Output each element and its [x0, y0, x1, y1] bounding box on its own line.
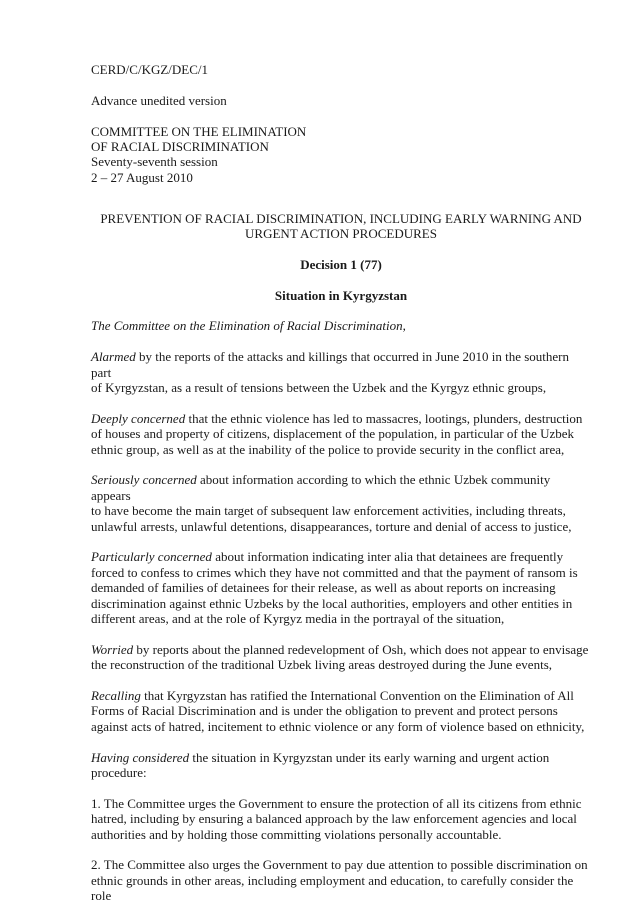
paragraph-lead: Worried: [91, 641, 134, 657]
main-heading-line1: PREVENTION OF RACIAL DISCRIMINATION, INCLUDING EARLY WARNING AND: [100, 210, 582, 226]
decision-title: Decision 1 (77): [300, 256, 382, 272]
paragraph-lead: Recalling: [91, 688, 141, 704]
document-symbol: CERD/C/KGZ/DEC/1: [91, 62, 209, 77]
preamble-paragraph-worried: Worried by reports about the planned redevelopment of Osh, which does not appear to envisage the reconstruction of the traditional Uzbek living areas destroyed during the June events,: [91, 641, 589, 673]
committee-name-line2: OF RACIAL DISCRIMINATION: [91, 139, 269, 154]
session-dates: 2 – 27 August 2010: [91, 169, 193, 185]
subject-title: Situation in Kyrgyzstan: [274, 287, 408, 303]
preamble-intro: The Committee on the Elimination of Racial Discrimination,: [91, 318, 406, 334]
preamble-paragraph-deeply-concerned: Deeply concerned that the ethnic violence has led to massacres, lootings, plunders, destruction of houses and property of citizens, displacement of the population, in particular of the Uzbek ethnic group, as well as at the inability of the police to provide security in the conflict area,: [91, 410, 583, 457]
paragraph-lead: Having considered: [91, 749, 190, 765]
operative-paragraph-1: 1. The Committee urges the Government to ensure the protection of all its citizens from ethnic hatred, including by ensuring a balanced approach by the law enforcement agencies and local authorities and by holding those committing violations personally accountable.: [91, 795, 582, 842]
main-heading: [81, 211, 601, 242]
preamble-paragraph-recalling: Recalling that Kyrgyzstan has ratified the International Convention on the Elimination of All Forms of Racial Discrimination and is under the obligation to prevent and protect persons against acts of hatred, incitement to ethnic violence or any form of violence based on ethnicity,: [91, 688, 585, 734]
preamble-paragraph-seriously-concerned: Seriously concerned about information according to which the ethnic Uzbek community appears to have become the main target of subsequent law enforcement activities, including threats, unlawful arrests, unlawful detentions, disappearances, torture and denial of access to justice,: [91, 472, 572, 534]
paragraph-lead: Seriously concerned: [91, 472, 197, 488]
main-heading-line2: URGENT ACTION PROCEDURES: [245, 226, 437, 242]
preamble-paragraph-having-considered: Having considered the situation in Kyrgyzstan under its early warning and urgent action procedure:: [91, 749, 550, 781]
paragraph-lead: Deeply concerned: [91, 410, 186, 426]
document-body: [91, 62, 591, 904]
paragraph-lead: Alarmed: [91, 349, 136, 365]
version-note: Advance unedited version: [91, 92, 227, 108]
preamble-paragraph-alarmed: Alarmed by the reports of the attacks and killings that occurred in June 2010 in the southern part of Kyrgyzstan, as a result of tensions between the Uzbek and the Kyrgyz ethnic groups,: [91, 349, 570, 396]
committee-name-line1: COMMITTEE ON THE ELIMINATION: [91, 123, 307, 139]
session-label: Seventy-seventh session: [91, 154, 218, 170]
committee-header: [91, 124, 591, 186]
paragraph-lead: Particularly concerned: [91, 549, 212, 565]
preamble-paragraph-particularly-concerned: Particularly concerned about information indicating inter alia that detainees are frequently forced to confess to crimes which they have not committed and that the payment of ransom is demanded of families of detainees for their release, as well as about reports on increasing discrimination against ethnic Uzbeks by the local authorities, employers and other entities in different areas, and at the role of Kyrgyz media in the portrayal of the situation,: [91, 549, 578, 627]
operative-paragraph-2: 2. The Committee also urges the Government to pay due attention to possible discrimination on ethnic grounds in other areas, including employment and education, to carefully consider the role: [91, 857, 588, 904]
